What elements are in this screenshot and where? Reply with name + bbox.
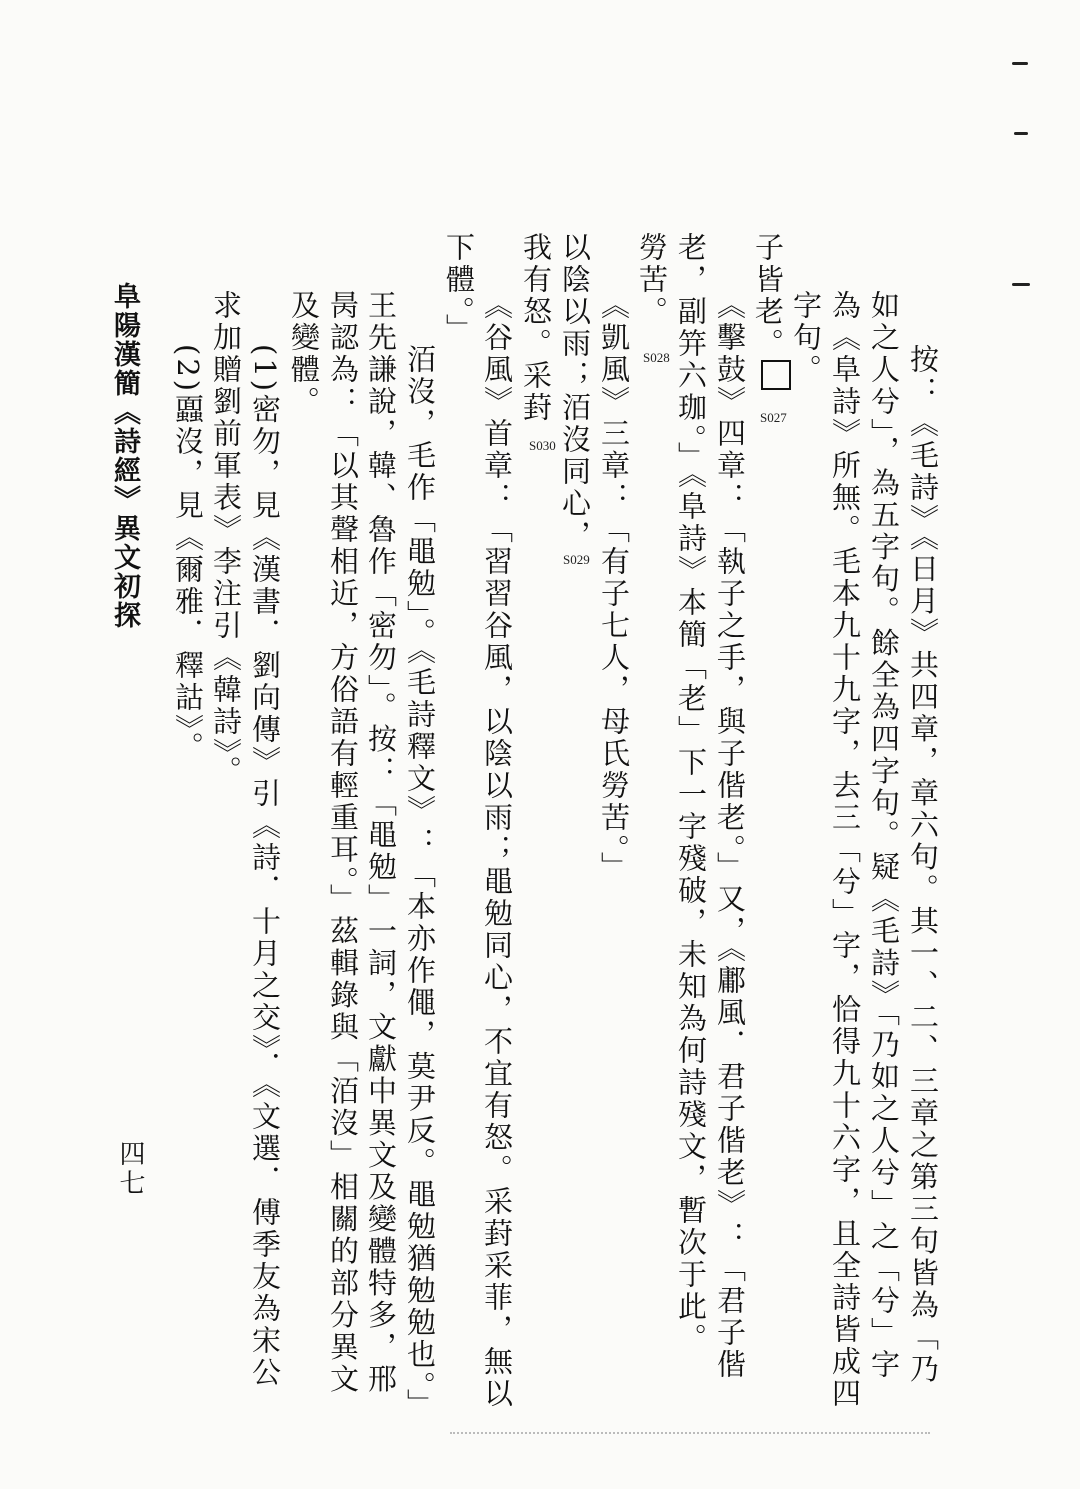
text-column: 勞苦。 [635, 232, 669, 328]
text-column: 求加贈劉前軍表》李注引《韓詩》。 [209, 290, 243, 788]
edge-mark [1012, 62, 1028, 65]
text-column: 王先謙說，韓、魯作「密勿」。按：「黽勉」一詞，文獻中異文及變體特多，邢 [364, 290, 398, 1396]
slip-label-s028: S028 [643, 350, 670, 365]
edge-mark [1014, 132, 1028, 135]
edge-mark [1012, 283, 1030, 286]
text-column: (1)密勿，見《漢書．劉向傳》引《詩．十月之交》．《文選．傅季友為宋公 [248, 344, 282, 1390]
text-column: 為《阜詩》所無。毛本九十九字，去三「兮」字，恰得九十六字，且全詩皆成四 [828, 290, 862, 1410]
text-column: 《谷風》首章：「習習谷風，以陰以雨；黽勉同心，不宜有怒。采葑采菲，無以 [480, 290, 514, 1410]
running-header: 阜陽漢簡《詩經》異文初探 [109, 282, 140, 630]
slip-text: 子皆老。 [751, 232, 785, 360]
text-column: 昺認為：「以其聲相近，方俗語有輕重耳。」茲輯錄與「洦沒」相關的部分異文 [326, 290, 360, 1396]
text-column: 《擊鼓》四章：「執子之手，與子偕老。」又，《鄘風．君子偕老》：「君子偕 [713, 290, 747, 1381]
text-column: 洦沒，毛作「黽勉」。《毛詩釋文》：「本亦作僶，莫尹反。黽勉猶勉勉也。」 [403, 344, 437, 1421]
scan-artifact-line [450, 1432, 930, 1434]
slip-label-s030: S030 [529, 438, 556, 453]
text-column: 《凱風》三章：「有子七人，母氏勞苦。」 [597, 290, 631, 884]
missing-character-box [761, 360, 791, 390]
slip-label-s029: S029 [563, 552, 590, 567]
text-column: 字句。 [789, 290, 823, 386]
text-column: 我有怒。采葑 [519, 232, 553, 424]
text-column: 以陰以雨；洦沒同心， [558, 232, 592, 552]
text-column: 下體。」 [442, 232, 476, 346]
slip-label-s027: S027 [760, 410, 787, 425]
text-column: 及變體。 [287, 290, 321, 418]
text-column: 按：《毛詩》《日月》共四章，章六句。其一、二、三章之第三句皆為「乃 [906, 344, 940, 1386]
page-number: 四七 [115, 1140, 145, 1198]
text-column: 老，副笄六珈。」《阜詩》本簡「老」下一字殘破，未知為何詩殘文，暫次于此。 [674, 232, 708, 1355]
text-column: (2)蠠沒，見《爾雅．釋詁》。 [171, 344, 205, 764]
text-column: 如之人兮」，為五字句。餘全為四字句。疑《毛詩》「乃如之人兮」之「兮」字 [867, 290, 901, 1381]
text-column [750, 232, 791, 390]
